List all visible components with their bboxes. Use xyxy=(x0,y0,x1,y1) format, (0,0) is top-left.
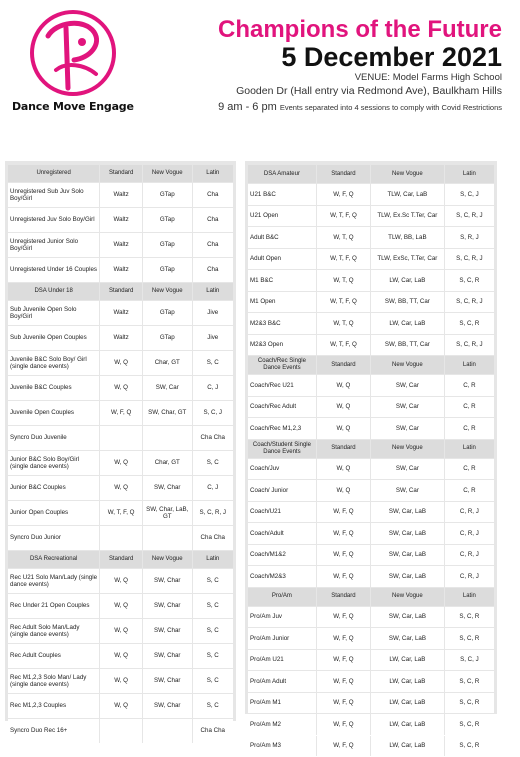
new-vogue-dances: GTap xyxy=(143,183,193,207)
standard-dances: Waltz xyxy=(100,258,143,282)
table-row xyxy=(8,594,233,618)
table-row xyxy=(248,545,494,566)
column-header: New Vogue xyxy=(371,356,445,374)
standard-dances: W, F, Q xyxy=(317,693,371,714)
event-name: Rec M1,2,3 Couples xyxy=(8,694,100,718)
section-header-row xyxy=(8,283,233,300)
event-name: Unregistered Junior Solo Boy/Girl xyxy=(8,233,100,257)
event-name: Coach/U21 xyxy=(248,502,317,523)
column-header: Standard xyxy=(100,551,143,568)
latin-dances: S, C, R xyxy=(445,607,494,628)
standard-dances: W, F, Q xyxy=(317,650,371,671)
table-row xyxy=(8,719,233,743)
latin-dances: C, R xyxy=(445,375,494,396)
latin-dances: Cha xyxy=(193,183,234,207)
latin-dances: S, C xyxy=(193,644,234,668)
new-vogue-dances: SW, Car xyxy=(143,376,193,400)
column-header: Standard xyxy=(317,356,371,374)
right-schedule-table xyxy=(248,164,494,757)
standard-dances: W, T, F, Q xyxy=(317,292,371,313)
new-vogue-dances: GTap xyxy=(143,258,193,282)
new-vogue-dances: SW, Char, GT xyxy=(143,401,193,425)
latin-dances: S, C xyxy=(193,451,234,475)
latin-dances: Cha xyxy=(193,233,234,257)
table-row xyxy=(248,736,494,757)
section-header-row xyxy=(8,165,233,182)
latin-dances: Jive xyxy=(193,301,234,325)
event-name: Sub Juvenile Open Solo Boy/Girl xyxy=(8,301,100,325)
latin-dances: S, C xyxy=(193,569,234,593)
table-row xyxy=(248,313,494,334)
event-name: U21 Open xyxy=(248,206,317,227)
section-title: Unregistered xyxy=(8,165,100,182)
latin-dances: C, R, J xyxy=(445,523,494,544)
event-name: Rec Adult Solo Man/Lady (single dance events) xyxy=(8,619,100,643)
event-name: Junior B&C Couples xyxy=(8,476,100,500)
standard-dances: W, Q xyxy=(100,569,143,593)
event-name: Rec M1,2,3 Solo Man/ Lady (single dance events) xyxy=(8,669,100,693)
latin-dances: S, C xyxy=(193,351,234,375)
left-schedule-panel xyxy=(5,161,236,735)
new-vogue-dances: SW, Car xyxy=(371,418,445,439)
table-row xyxy=(248,335,494,356)
section-header-row xyxy=(8,551,233,568)
section-header-row xyxy=(248,440,494,458)
standard-dances: W, Q xyxy=(100,476,143,500)
event-name: Juvenile B&C Couples xyxy=(8,376,100,400)
new-vogue-dances: SW, Char xyxy=(143,694,193,718)
event-name: Coach/ Junior xyxy=(248,480,317,501)
table-row xyxy=(248,249,494,270)
standard-dances xyxy=(100,426,143,450)
standard-dances: W, Q xyxy=(100,694,143,718)
column-header: Standard xyxy=(100,165,143,182)
section-title: DSA Under 18 xyxy=(8,283,100,300)
table-row xyxy=(8,619,233,643)
event-name: Coach/Juv xyxy=(248,459,317,480)
latin-dances: S, C, R xyxy=(445,714,494,735)
new-vogue-dances: SW, Car, LaB xyxy=(371,502,445,523)
standard-dances: Waltz xyxy=(100,301,143,325)
event-name: M2&3 Open xyxy=(248,335,317,356)
latin-dances: Cha Cha xyxy=(193,426,234,450)
new-vogue-dances: LW, Car, LaB xyxy=(371,650,445,671)
event-name: Syncro Duo Rec 16+ xyxy=(8,719,100,743)
latin-dances: C, J xyxy=(193,476,234,500)
logo-text: Dance Move Engage xyxy=(12,100,134,113)
latin-dances: S, C, J xyxy=(445,650,494,671)
time-range: 9 am - 6 pm xyxy=(218,101,277,113)
new-vogue-dances: SW, Char, LaB, GT xyxy=(143,501,193,525)
standard-dances: Waltz xyxy=(100,233,143,257)
standard-dances: W, Q xyxy=(100,669,143,693)
latin-dances: C, R xyxy=(445,418,494,439)
new-vogue-dances: SW, Car, LaB xyxy=(371,566,445,587)
latin-dances: S, C, R xyxy=(445,313,494,334)
column-header: Latin xyxy=(193,551,234,568)
event-name: Junior B&C Solo Boy/Girl (single dance events) xyxy=(8,451,100,475)
new-vogue-dances: TLW, ExSc, T.Ter, Car xyxy=(371,249,445,270)
column-header: Standard xyxy=(317,440,371,458)
table-row xyxy=(8,476,233,500)
table-row xyxy=(8,569,233,593)
latin-dances: C, R xyxy=(445,459,494,480)
latin-dances: C, R xyxy=(445,480,494,501)
standard-dances: W, F, Q xyxy=(100,401,143,425)
time-note: Events separated into 4 sessions to comply with Covid Restrictions xyxy=(279,103,502,112)
table-row xyxy=(8,401,233,425)
event-name: Juvenile Open Couples xyxy=(8,401,100,425)
section-header-row xyxy=(248,356,494,374)
column-header: Latin xyxy=(193,283,234,300)
standard-dances: W, Q xyxy=(100,376,143,400)
new-vogue-dances: SW, Car xyxy=(371,459,445,480)
column-header: Latin xyxy=(445,588,494,606)
table-row xyxy=(8,694,233,718)
latin-dances: Jive xyxy=(193,326,234,350)
table-row xyxy=(248,502,494,523)
section-title: Coach/Rec Single Dance Events xyxy=(248,356,317,374)
latin-dances: S, C xyxy=(193,619,234,643)
new-vogue-dances: LW, Car, LaB xyxy=(371,270,445,291)
event-name: Coach/Rec Adult xyxy=(248,397,317,418)
table-row xyxy=(248,184,494,205)
column-header: Latin xyxy=(445,165,494,183)
event-name: Rec U21 Solo Man/Lady (single dance events) xyxy=(8,569,100,593)
column-header: Standard xyxy=(317,165,371,183)
latin-dances: Cha xyxy=(193,258,234,282)
new-vogue-dances: GTap xyxy=(143,326,193,350)
standard-dances xyxy=(100,719,143,743)
table-row xyxy=(8,669,233,693)
standard-dances: W, T, F, Q xyxy=(317,335,371,356)
standard-dances: W, T, Q xyxy=(317,270,371,291)
event-name: Pro/Am Juv xyxy=(248,607,317,628)
new-vogue-dances: SW, Car, LaB xyxy=(371,607,445,628)
event-name: Pro/Am M1 xyxy=(248,693,317,714)
event-name: Unregistered Juv Solo Boy/Girl xyxy=(8,208,100,232)
standard-dances: W, F, Q xyxy=(317,502,371,523)
latin-dances: C, R xyxy=(445,397,494,418)
standard-dances: W, F, Q xyxy=(317,523,371,544)
section-title: Coach/Student Single Dance Events xyxy=(248,440,317,458)
event-name: Rec Adult Couples xyxy=(8,644,100,668)
standard-dances: W, T, F, Q xyxy=(317,206,371,227)
event-name: Coach/Rec U21 xyxy=(248,375,317,396)
section-title: DSA Recreational xyxy=(8,551,100,568)
table-row xyxy=(248,714,494,735)
event-time xyxy=(218,101,502,113)
standard-dances: W, F, Q xyxy=(317,714,371,735)
new-vogue-dances: LW, Car, LaB xyxy=(371,736,445,757)
standard-dances: W, T, Q xyxy=(317,313,371,334)
standard-dances: W, Q xyxy=(100,351,143,375)
page-title: Champions of the Future xyxy=(218,16,502,43)
standard-dances: W, Q xyxy=(317,480,371,501)
new-vogue-dances: Char, GT xyxy=(143,451,193,475)
table-row xyxy=(248,270,494,291)
event-name: U21 B&C xyxy=(248,184,317,205)
new-vogue-dances: SW, Char xyxy=(143,569,193,593)
standard-dances: W, T, F, Q xyxy=(100,501,143,525)
standard-dances: W, Q xyxy=(100,619,143,643)
event-name: Pro/Am Junior xyxy=(248,628,317,649)
table-row xyxy=(248,397,494,418)
new-vogue-dances: SW, Car xyxy=(371,375,445,396)
latin-dances: S, C, R, J xyxy=(445,206,494,227)
section-title: DSA Amateur xyxy=(248,165,317,183)
latin-dances: S, C, R, J xyxy=(445,292,494,313)
new-vogue-dances xyxy=(143,426,193,450)
new-vogue-dances: SW, Car, LaB xyxy=(371,545,445,566)
right-schedule-panel xyxy=(245,161,497,750)
table-row xyxy=(8,258,233,282)
standard-dances: W, Q xyxy=(317,375,371,396)
logo xyxy=(12,8,150,120)
event-name: Unregistered Under 16 Couples xyxy=(8,258,100,282)
new-vogue-dances: LW, Car, LaB xyxy=(371,693,445,714)
column-header: Standard xyxy=(317,588,371,606)
latin-dances: S, C xyxy=(193,694,234,718)
table-row xyxy=(248,418,494,439)
latin-dances: S, C xyxy=(193,594,234,618)
latin-dances: Cha Cha xyxy=(193,526,234,550)
new-vogue-dances: SW, BB, TT, Car xyxy=(371,292,445,313)
table-row xyxy=(8,644,233,668)
new-vogue-dances: GTap xyxy=(143,233,193,257)
event-name: Coach/Rec M1,2,3 xyxy=(248,418,317,439)
dance-move-engage-logo-icon xyxy=(26,8,120,98)
latin-dances: C, R, J xyxy=(445,566,494,587)
column-header: Latin xyxy=(445,356,494,374)
table-row xyxy=(8,233,233,257)
table-row xyxy=(248,607,494,628)
event-name: Junior Open Couples xyxy=(8,501,100,525)
latin-dances: Cha xyxy=(193,208,234,232)
new-vogue-dances: GTap xyxy=(143,208,193,232)
table-row xyxy=(248,206,494,227)
table-row xyxy=(248,292,494,313)
table-row xyxy=(248,566,494,587)
event-name: Syncro Duo Juvenile xyxy=(8,426,100,450)
event-name: Juvenile B&C Solo Boy/ Girl (single dance events) xyxy=(8,351,100,375)
table-row xyxy=(8,426,233,450)
venue: VENUE: Model Farms High School xyxy=(354,72,502,83)
new-vogue-dances: SW, Char xyxy=(143,619,193,643)
table-row xyxy=(8,183,233,207)
section-title: Pro/Am xyxy=(248,588,317,606)
column-header: New Vogue xyxy=(143,551,193,568)
table-row xyxy=(248,523,494,544)
standard-dances: W, Q xyxy=(100,451,143,475)
standard-dances: W, F, Q xyxy=(317,628,371,649)
column-header: New Vogue xyxy=(143,283,193,300)
new-vogue-dances: SW, Char xyxy=(143,476,193,500)
standard-dances: W, Q xyxy=(317,418,371,439)
column-header: New Vogue xyxy=(371,588,445,606)
event-name: Coach/M1&2 xyxy=(248,545,317,566)
new-vogue-dances: SW, Car xyxy=(371,397,445,418)
table-row xyxy=(248,671,494,692)
table-row xyxy=(8,451,233,475)
standard-dances: Waltz xyxy=(100,208,143,232)
new-vogue-dances: SW, Char xyxy=(143,669,193,693)
event-name: Pro/Am Adult xyxy=(248,671,317,692)
event-name: M1 B&C xyxy=(248,270,317,291)
standard-dances: W, Q xyxy=(317,397,371,418)
new-vogue-dances: TLW, Ex.Sc T.Ter, Car xyxy=(371,206,445,227)
standard-dances: W, F, Q xyxy=(317,545,371,566)
table-row xyxy=(248,459,494,480)
event-name: Pro/Am M2 xyxy=(248,714,317,735)
new-vogue-dances: SW, Char xyxy=(143,644,193,668)
table-row xyxy=(8,501,233,525)
new-vogue-dances: SW, BB, TT, Car xyxy=(371,335,445,356)
event-name: Unregistered Sub Juv Solo Boy/Girl xyxy=(8,183,100,207)
new-vogue-dances: SW, Char xyxy=(143,594,193,618)
latin-dances: C, R, J xyxy=(445,545,494,566)
event-name: M1 Open xyxy=(248,292,317,313)
column-header: New Vogue xyxy=(371,440,445,458)
latin-dances: C, R, J xyxy=(445,502,494,523)
column-header: Latin xyxy=(445,440,494,458)
address: Gooden Dr (Hall entry via Redmond Ave), Baulkham Hills xyxy=(236,85,502,97)
left-schedule-table xyxy=(8,164,233,744)
standard-dances: W, F, Q xyxy=(317,671,371,692)
table-row xyxy=(8,326,233,350)
latin-dances: S, C, R, J xyxy=(445,335,494,356)
latin-dances: S, C, R xyxy=(445,736,494,757)
table-row xyxy=(8,208,233,232)
standard-dances: Waltz xyxy=(100,183,143,207)
latin-dances: S, C, R xyxy=(445,628,494,649)
new-vogue-dances: LW, Car, LaB xyxy=(371,671,445,692)
table-row xyxy=(248,650,494,671)
event-name: Coach/Adult xyxy=(248,523,317,544)
latin-dances: S, C, R xyxy=(445,693,494,714)
latin-dances: S, R, J xyxy=(445,227,494,248)
standard-dances xyxy=(100,526,143,550)
event-name: Adult Open xyxy=(248,249,317,270)
table-row xyxy=(248,375,494,396)
column-header: New Vogue xyxy=(371,165,445,183)
standard-dances: W, T, F, Q xyxy=(317,249,371,270)
new-vogue-dances xyxy=(143,526,193,550)
new-vogue-dances: Char, GT xyxy=(143,351,193,375)
section-header-row xyxy=(248,588,494,606)
column-header: Latin xyxy=(193,165,234,182)
standard-dances: W, T, Q xyxy=(317,227,371,248)
event-name: M2&3 B&C xyxy=(248,313,317,334)
standard-dances: W, F, Q xyxy=(317,607,371,628)
event-name: Sub Juvenile Open Couples xyxy=(8,326,100,350)
new-vogue-dances xyxy=(143,719,193,743)
new-vogue-dances: GTap xyxy=(143,301,193,325)
table-row xyxy=(248,227,494,248)
column-header: New Vogue xyxy=(143,165,193,182)
latin-dances: S, C, J xyxy=(445,184,494,205)
new-vogue-dances: LW, Car, LaB xyxy=(371,714,445,735)
latin-dances: S, C xyxy=(193,669,234,693)
table-row xyxy=(248,480,494,501)
latin-dances: S, C, R, J xyxy=(445,249,494,270)
latin-dances: S, C, R xyxy=(445,270,494,291)
column-header: Standard xyxy=(100,283,143,300)
latin-dances: S, C, R, J xyxy=(193,501,234,525)
standard-dances: W, F, Q xyxy=(317,184,371,205)
table-row xyxy=(8,301,233,325)
section-header-row xyxy=(248,165,494,183)
new-vogue-dances: SW, Car xyxy=(371,480,445,501)
new-vogue-dances: SW, Car, LaB xyxy=(371,523,445,544)
event-name: Coach/M2&3 xyxy=(248,566,317,587)
event-name: Pro/Am U21 xyxy=(248,650,317,671)
new-vogue-dances: TLW, Car, LaB xyxy=(371,184,445,205)
event-date: 5 December 2021 xyxy=(281,42,502,72)
new-vogue-dances: LW, Car, LaB xyxy=(371,313,445,334)
table-row xyxy=(8,376,233,400)
event-name: Adult B&C xyxy=(248,227,317,248)
latin-dances: C, J xyxy=(193,376,234,400)
latin-dances: S, C, R xyxy=(445,671,494,692)
standard-dances: W, F, Q xyxy=(317,736,371,757)
event-name: Rec Under 21 Open Couples xyxy=(8,594,100,618)
table-row xyxy=(248,628,494,649)
new-vogue-dances: TLW, BB, LaB xyxy=(371,227,445,248)
table-row xyxy=(248,693,494,714)
standard-dances: W, Q xyxy=(100,644,143,668)
standard-dances: Waltz xyxy=(100,326,143,350)
standard-dances: W, F, Q xyxy=(317,566,371,587)
table-row xyxy=(8,526,233,550)
table-row xyxy=(8,351,233,375)
event-name: Pro/Am M3 xyxy=(248,736,317,757)
new-vogue-dances: SW, Car, LaB xyxy=(371,628,445,649)
event-name: Syncro Duo Junior xyxy=(8,526,100,550)
latin-dances: Cha Cha xyxy=(193,719,234,743)
standard-dances: W, Q xyxy=(100,594,143,618)
latin-dances: S, C, J xyxy=(193,401,234,425)
standard-dances: W, Q xyxy=(317,459,371,480)
